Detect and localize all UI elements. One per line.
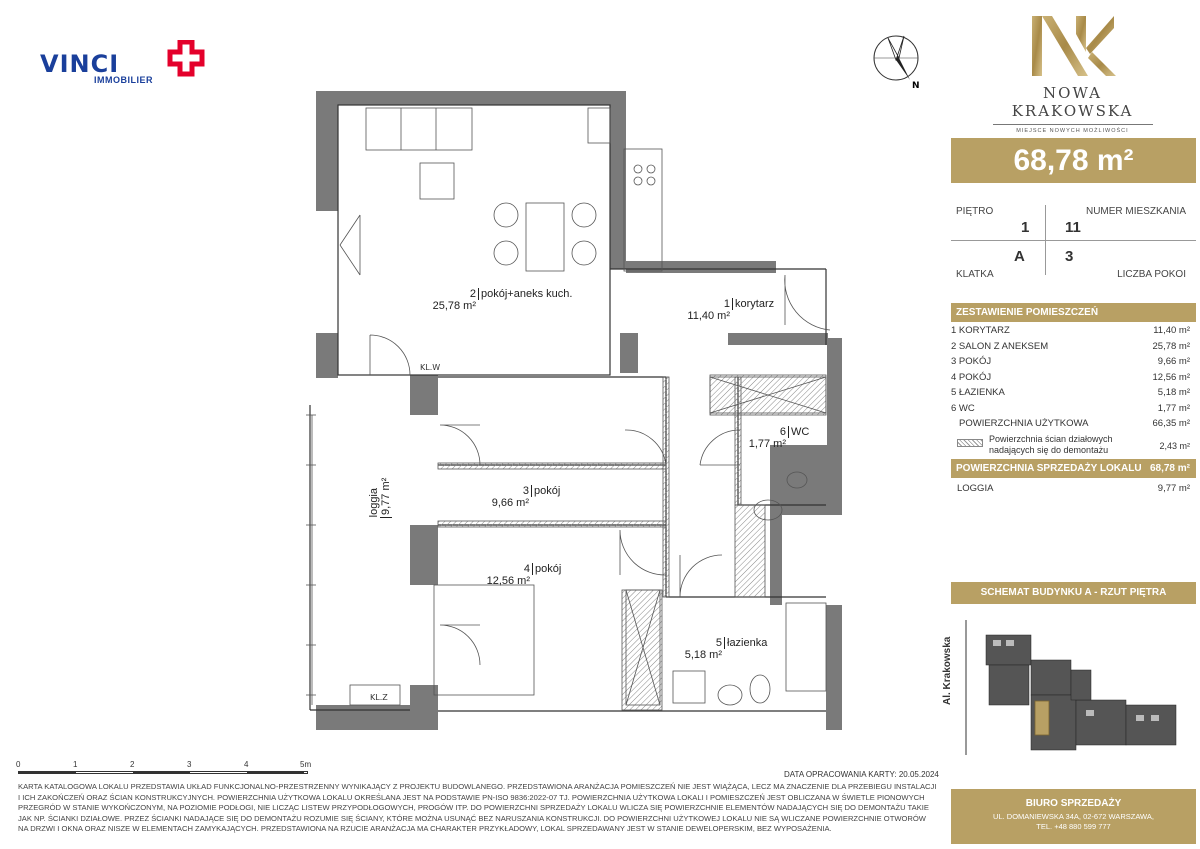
card-date: DATA OPRACOWANIA KARTY: 20.05.2024 xyxy=(784,770,939,779)
apartment-highlight xyxy=(1035,701,1049,735)
room-label-living: 2 pokój+aneks kuch. 25,78 m² xyxy=(432,288,573,312)
room-label-room4: 4 pokój 12,56 m² xyxy=(486,563,562,587)
rooms-table-title: ZESTAWIENIE POMIESZCZEŃ xyxy=(951,303,1196,322)
nk-name: NOWA KRAKOWSKA xyxy=(1011,84,1134,120)
nk-divider xyxy=(993,124,1153,125)
nk-monogram-icon xyxy=(1028,12,1118,80)
scale-bar-graphic xyxy=(18,771,308,774)
scale-tick: 2 xyxy=(130,760,135,769)
building-schema-map xyxy=(951,615,1196,755)
loggia-label: LOGGIA xyxy=(957,483,994,494)
staircase-label: KLATKA xyxy=(956,269,994,280)
vinci-wordmark: VINCI xyxy=(40,50,120,78)
nk-tagline: MIEJSCE NOWYCH MOŻLIWOŚCI xyxy=(1016,128,1129,134)
sale-area-label: POWIERZCHNIA SPRZEDAŻY LOKALU xyxy=(956,463,1142,474)
scale-bar xyxy=(16,760,312,774)
apartment-number-label: NUMER MIESZKANIA xyxy=(1085,206,1186,217)
loggia-value: 9,77 m² xyxy=(1157,483,1190,494)
table-row: 2 SALON Z ANEKSEM 25,78 m² xyxy=(951,340,1190,352)
klz-label: KL.Z xyxy=(370,693,388,702)
apartment-info-grid xyxy=(951,195,1196,290)
north-compass-icon xyxy=(868,30,928,92)
total-area-badge: 68,78 m² xyxy=(951,138,1196,183)
street-label: Al. Krakowska xyxy=(942,636,953,705)
table-row: 5 ŁAZIENKA 5,18 m² xyxy=(951,387,1190,398)
rooms-count-label: LICZBA POKOI xyxy=(1117,269,1186,280)
sale-area-value: 68,78 m² xyxy=(1149,463,1190,474)
rooms-count-value: 3 xyxy=(1065,248,1074,265)
room-label-bathroom: 5 łazienka 5,18 m² xyxy=(684,637,768,661)
floor-value: 1 xyxy=(1021,219,1030,236)
sale-area-row xyxy=(951,459,1196,478)
sales-office-box xyxy=(951,789,1196,844)
table-row: 4 POKÓJ 12,56 m² xyxy=(951,371,1190,383)
demolition-walls-row xyxy=(951,434,1196,462)
building-schema-title: SCHEMAT BUDYNKU A - RZUT PIĘTRA xyxy=(951,582,1196,604)
vinci-plus-icon xyxy=(164,40,210,80)
room-label-wc: 6 WC 1,77 m² xyxy=(748,426,810,450)
floor-plan xyxy=(270,85,850,740)
scale-tick: 5m xyxy=(300,760,312,769)
floor-label: PIĘTRO xyxy=(956,206,994,217)
table-row: 3 POKÓJ 9,66 m² xyxy=(951,356,1190,367)
loggia-row xyxy=(951,483,1196,494)
sales-office-address: UL. DOMANIEWSKA 34A, 02-672 WARSZAWA, xyxy=(993,812,1154,821)
room-label-room3: 3 pokój 9,66 m² xyxy=(491,485,561,509)
vinci-immobilier-logo xyxy=(40,40,210,90)
klw-label: KL.W xyxy=(420,363,441,372)
rooms-table xyxy=(951,325,1196,434)
sales-office-phone: TEL. +48 880 599 777 xyxy=(1036,822,1111,831)
apartment-number-value: 11 xyxy=(1065,219,1081,236)
scale-tick: 0 xyxy=(16,760,21,769)
disclaimer-text: KARTA KATALOGOWA LOKALU PRZEDSTAWIA UKŁAD FUNKCJONALNO-PRZESTRZENNY WYNIKAJĄCY Z PROJEKTU BUDOWLANEGO. PRZEDSTAWIONA ARANŻACJA POMIESZCZEŃ NIE JEST WIĄŻĄCA, LECZ MA ZNACZENIE DLA PRZEBIEGU INSTALACJI I ICH ZAKOŃCZEŃ ORAZ ŚCIAN KONSTRUKCYJNYCH. POWIERZCHNIA UŻYTKOWA LOKALU OKREŚLANA JEST NA PODSTAWIE PN-ISO 9836:2022-07 TJ. POWIERZCHNIA UŻYTKOWA LOKALI I POMIESZCZEŃ JEST OBLICZANA W ŚWIETLE PIONOWYCH PRZEGRÓD W STANIE WYKOŃCZONYM, NA POZIOMIE PODŁOGI, NIE LICZĄC LISTEW PRZYPODŁOGOWYCH, PROGÓW ITP. DO POWIERZCHNI SPRZEDAŻY LOKALU WLICZA SIĘ POWIERZCHNIE ELEMENTÓW NADAJĄCYCH SIĘ DO DEMONTAŻU TAKIE JAK NP. ŚCIANKI DZIAŁOWE. PRZEZ ŚCIANKI NADAJĄCE SIĘ DO DEMONTAŻU ROZUMIE SIĘ ŚCIANY, KTÓRE MOŻNA USUNĄĆ BEZ NARUSZANIA KONSTRUKCJI. DO POWIERZCHNI UŻYTKOWEJ LOKALU NIE SĄ WLICZANE POWIERZCHNIE OTWORÓW NA DRZWI I OKNA ORAZ NISZE W ELEMENTACH ZAMYKAJĄCYCH. PRZEDSTAWIONA NA RZUCIE ARANŻACJA MA CHARAKTER PRZYKŁADOWY, LOKAL SPRZEDAWANY JEST W STANIE DEWELOPERSKIM, BEZ WYPOSAŻENIA. xyxy=(18,782,937,833)
info-horizontal-divider xyxy=(951,240,1196,241)
scale-tick: 4 xyxy=(244,760,249,769)
demolition-label: Powierzchnia ścian działowych nadających się do demontażu xyxy=(989,434,1113,455)
scale-tick: 1 xyxy=(73,760,78,769)
compass-north-letter: N xyxy=(912,81,920,91)
staircase-value: A xyxy=(1014,248,1025,265)
usable-area-row: POWIERZCHNIA UŻYTKOWA 66,35 m² xyxy=(959,418,1190,429)
scale-tick: 3 xyxy=(187,760,192,769)
nowa-krakowska-logo xyxy=(985,12,1160,134)
table-row: 6 WC 1,77 m² xyxy=(951,402,1190,414)
vinci-subtitle: IMMOBILIER xyxy=(94,75,153,85)
sales-office-title: BIURO SPRZEDAŻY xyxy=(1025,798,1122,809)
room-label-corridor: 1 korytarz 11,40 m² xyxy=(687,298,775,322)
demolition-value: 2,43 m² xyxy=(1159,441,1190,451)
hatch-swatch xyxy=(957,439,983,447)
room-label-loggia: loggia 9,77 m² xyxy=(368,477,392,518)
table-row: 1 KORYTARZ 11,40 m² xyxy=(951,325,1190,336)
